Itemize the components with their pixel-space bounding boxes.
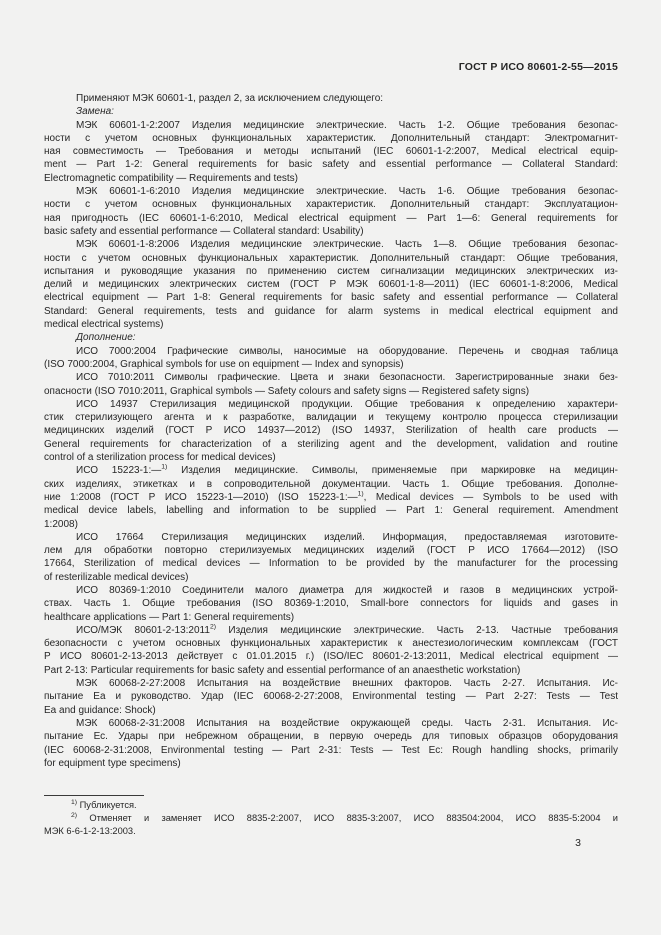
text-line xyxy=(44,371,618,384)
text-segment: ности с учетом основных функциональных характеристик. Дополнительный стандарт: Электромагнит- xyxy=(44,132,618,144)
text-line xyxy=(44,717,618,730)
text-line xyxy=(44,637,618,650)
text-segment: ная совместимость — Требования и методы испытаний (IEC 60601-1-2:2007, Medical electrical equip- xyxy=(44,146,618,158)
text-segment: ная пригодность (IEC 60601-1-6:2010, Medical electrical equipment — Part 1—6: General requirements for xyxy=(44,212,618,224)
running-header: ГОСТ Р ИСО 80601-2-55—2015 xyxy=(458,61,618,73)
text-segment: control of a sterilization process for medical devices) xyxy=(44,452,276,464)
text-line xyxy=(44,464,618,477)
text-segment: МЭК 6-6-1-2-13:2003. xyxy=(44,826,136,836)
text-line xyxy=(44,757,618,770)
text-line xyxy=(44,92,618,105)
text-line xyxy=(44,704,618,717)
text-segment: (IEC 60068-2-31:2008, Environmental testing — Part 2-31: Tests — Test Ec: Rough handling shocks, primarily xyxy=(44,744,618,756)
standard-entry xyxy=(44,371,618,398)
text-line xyxy=(44,212,618,225)
text-segment: Дополнение: xyxy=(76,332,136,344)
standard-entry xyxy=(44,717,618,770)
text-segment: of resterilizable medical devices) xyxy=(44,571,189,583)
text-segment: Отменяет и заменяет ИСО 8835-2:2007, ИСО 8835-3:2007, ИСО 883504:2004, ИСО 8835-5:2004 и xyxy=(77,813,618,823)
document-body xyxy=(44,92,618,770)
text-segment: МЭК 60601-1-6:2010 Изделия медицинские электрические. Часть 1-6. Общие требования безопас- xyxy=(76,186,618,198)
standard-entry xyxy=(44,584,618,624)
text-segment: medical device labels, labelling and information to be supplied — Part 1: General requirement. Amendment xyxy=(44,505,618,517)
text-line xyxy=(44,557,618,570)
text-line xyxy=(44,451,618,464)
text-segment: пытание Ес. Удары при небрежном обращении, в первую очередь для типовых образцов оборудования xyxy=(44,731,618,743)
standard-entry xyxy=(44,345,618,372)
text-line xyxy=(44,664,618,677)
text-line xyxy=(44,730,618,743)
text-segment: ИСО/МЭК 80601-2-13:2011 xyxy=(76,624,210,636)
text-line xyxy=(44,531,618,544)
text-line xyxy=(44,799,618,812)
text-segment: лем для обработки повторно стерилизуемых медицинских изделий (ГОСТ Р ИСО 17664—2012) (ISO xyxy=(44,545,618,557)
text-segment: Standard: General requirements, tests and guidance for alarm systems in medical electrical equipment and xyxy=(44,305,618,317)
standard-entry xyxy=(44,398,618,464)
text-line xyxy=(44,424,618,437)
text-line xyxy=(44,105,618,118)
text-line xyxy=(44,198,618,211)
text-line xyxy=(44,185,618,198)
text-segment: basic safety and essential performance — Collateral standard: Usability) xyxy=(44,225,364,237)
text-line xyxy=(44,385,618,398)
text-line xyxy=(44,812,618,825)
text-segment: ствах. Часть 1. Общие требования (ISO 80369-1:2010, Small-bore connectors for liquids and gases in xyxy=(44,598,618,610)
text-line xyxy=(44,132,618,145)
text-segment: 1:2008) xyxy=(44,518,78,530)
footnote-item xyxy=(44,799,618,812)
footnote-separator xyxy=(44,795,144,796)
text-line xyxy=(44,318,618,331)
text-line xyxy=(44,119,618,132)
replacement-label xyxy=(44,105,618,118)
standard-entry xyxy=(44,677,618,717)
text-segment: делий и медицинских электрических систем (ГОСТ Р МЭК 60601-1-8—2011) (IEC 60601-1-8:2006, Medical xyxy=(44,279,618,291)
text-line xyxy=(44,677,618,690)
text-line xyxy=(44,158,618,171)
text-line xyxy=(44,345,618,358)
text-segment: ment — Part 1-2: General requirements for basic safety and essential performance — Collateral Standard: xyxy=(44,159,618,171)
text-segment: Part 2-13: Particular requirements for basic safety and essential performance of an anaesthetic workstation) xyxy=(44,664,521,676)
text-line xyxy=(44,491,618,504)
text-segment: испытания и руководящие указания по применению систем сигнализации медицинских электрических из- xyxy=(44,265,618,277)
text-segment: Применяют МЭК 60601-1, раздел 2, за исключением следующего: xyxy=(76,93,384,104)
text-segment: (ISO 7000:2004, Graphical symbols for use on equipment — Index and synopsis) xyxy=(44,358,404,370)
text-line xyxy=(44,278,618,291)
text-line xyxy=(44,690,618,703)
text-line xyxy=(44,411,618,424)
text-segment: ИСО 15223-1:— xyxy=(76,465,162,477)
text-line xyxy=(44,584,618,597)
text-line xyxy=(44,305,618,318)
text-segment: ИСО 7000:2004 Графические символы, наносимые на оборудование. Перечень и сводная таблица xyxy=(76,345,618,357)
text-line xyxy=(44,624,618,637)
text-line xyxy=(44,438,618,451)
text-line xyxy=(44,358,618,371)
text-segment: ние 1:2008 (ГОСТ Р ИСО 15223-1—2010) (ISO 15223-1:— xyxy=(44,491,358,503)
text-segment: , Medical devices — Symbols to be used with xyxy=(363,491,618,503)
text-line xyxy=(44,238,618,251)
text-segment: ИСО 14937 Стерилизация медицинской продукции. Общие требования к определению характери- xyxy=(76,398,618,410)
standard-entry xyxy=(44,185,618,238)
text-line xyxy=(44,291,618,304)
footnote-reference: 1) xyxy=(71,798,78,806)
text-segment: ности с учетом основных функциональных характеристик. Дополнительный стандарт: Эксплуатацион- xyxy=(44,199,618,211)
text-segment: Замена: xyxy=(76,106,114,118)
text-line xyxy=(44,650,618,663)
footnotes-section xyxy=(44,795,618,838)
text-segment: ности с учетом основных функциональных характеристик. Дополнительный стандарт: Общие требования, xyxy=(44,252,618,264)
text-segment: electrical equipment — Part 1-8: General requirements for basic safety and essential performance — Collateral xyxy=(44,292,618,304)
standard-entry xyxy=(44,624,618,677)
text-segment: Публикуется. xyxy=(77,800,137,810)
text-segment: Р ИСО 80601-2-13-2013 действует с 01.01.2015 г.) (ISO/IEC 80601-2-13:2011, Medical electrical equipment — xyxy=(44,651,618,663)
page-number: 3 xyxy=(575,837,581,849)
standard-entry xyxy=(44,238,618,331)
text-segment: General requirements for characterization of a sterilizing agent and the development, validation and routine xyxy=(44,438,618,450)
text-segment: МЭК 60068-2-27:2008 Испытания на воздействие внешних факторов. Часть 2-27. Испытания. Ис- xyxy=(76,678,618,690)
text-segment: Изделия медицинские электрические. Часть 2-13. Частные требования xyxy=(216,624,618,636)
text-segment: стик стерилизующего агента и к разработке, валидации и текущему контролю процесса стерилизации xyxy=(44,412,618,424)
footnote-reference: 2) xyxy=(71,811,78,819)
text-line xyxy=(44,744,618,757)
footnote-list xyxy=(44,799,618,838)
text-segment: Electromagnetic compatibility — Requirements and tests) xyxy=(44,172,298,184)
text-line xyxy=(44,225,618,238)
text-line xyxy=(44,611,618,624)
text-line xyxy=(44,145,618,158)
text-segment: МЭК 60601-1-8:2006 Изделия медицинские электрические. Часть 1—8. Общие требования безопас- xyxy=(76,239,618,251)
footnote-reference: 1) xyxy=(161,463,168,471)
text-segment: пытание Еа и руководство. Удар (IEC 60068-2-27:2008, Environmental testing — Part 2-27: Tests — Test xyxy=(44,691,618,703)
text-segment: medical electrical systems) xyxy=(44,319,164,331)
footnote-reference: 2) xyxy=(209,623,216,631)
text-segment: 17664, Sterilization of medical devices — Information to be provided by the manufacturer for the processing xyxy=(44,558,618,570)
text-segment: опасности (ISO 7010:2011, Graphical symbols — Safety colours and safety signs — Registered safety signs) xyxy=(44,385,530,397)
text-segment: ИСО 17664 Стерилизация медицинских изделий. Информация, предоставляемая изготовите- xyxy=(76,531,618,543)
text-segment: Изделия медицинские. Символы, применяемые при маркировке на медицин- xyxy=(167,465,618,477)
text-segment: for equipment type specimens) xyxy=(44,757,181,769)
standard-entry xyxy=(44,464,618,530)
text-line xyxy=(44,331,618,344)
standard-entry xyxy=(44,119,618,185)
text-segment: МЭК 60068-2-31:2008 Испытания на воздействие окружающей среды. Часть 2-31. Испытания. Ис- xyxy=(76,717,618,729)
text-line xyxy=(44,252,618,265)
text-segment: ИСО 80369-1:2010 Соединители малого диаметра для жидкостей и газов в медицинских устрой- xyxy=(76,584,618,596)
text-segment: healthcare applications — Part 1: General requirements) xyxy=(44,611,295,623)
footnote-reference: 1) xyxy=(357,490,364,498)
footnote-item xyxy=(44,812,618,838)
text-segment: ИСО 7010:2011 Символы графические. Цвета и знаки безопасности. Зарегистрированные знаки без- xyxy=(76,372,618,384)
standard-entry xyxy=(44,531,618,584)
text-line xyxy=(44,518,618,531)
text-line xyxy=(44,597,618,610)
text-segment: ских изделиях, этикетках и в сопроводительной документации. Часть 1. Общие требования. Дополне- xyxy=(44,478,618,490)
addition-label xyxy=(44,331,618,344)
text-line xyxy=(44,478,618,491)
text-line xyxy=(44,398,618,411)
text-line xyxy=(44,571,618,584)
text-line xyxy=(44,172,618,185)
text-line xyxy=(44,825,618,838)
text-line xyxy=(44,265,618,278)
text-segment: безопасности с учетом основных функциональных характеристик к анестезиологическим комплексам (ГОСТ xyxy=(44,638,618,650)
text-segment: МЭК 60601-1-2:2007 Изделия медицинские электрические. Часть 1-2. Общие требования безопас- xyxy=(76,119,618,131)
text-segment: Ea and guidance: Shock) xyxy=(44,704,156,716)
text-line xyxy=(44,504,618,517)
text-segment: медицинских изделий (ГОСТ Р ИСО 14937—2012) (ISO 14937, Sterilization of health care products — xyxy=(44,425,618,437)
intro-paragraph xyxy=(44,92,618,105)
text-line xyxy=(44,544,618,557)
